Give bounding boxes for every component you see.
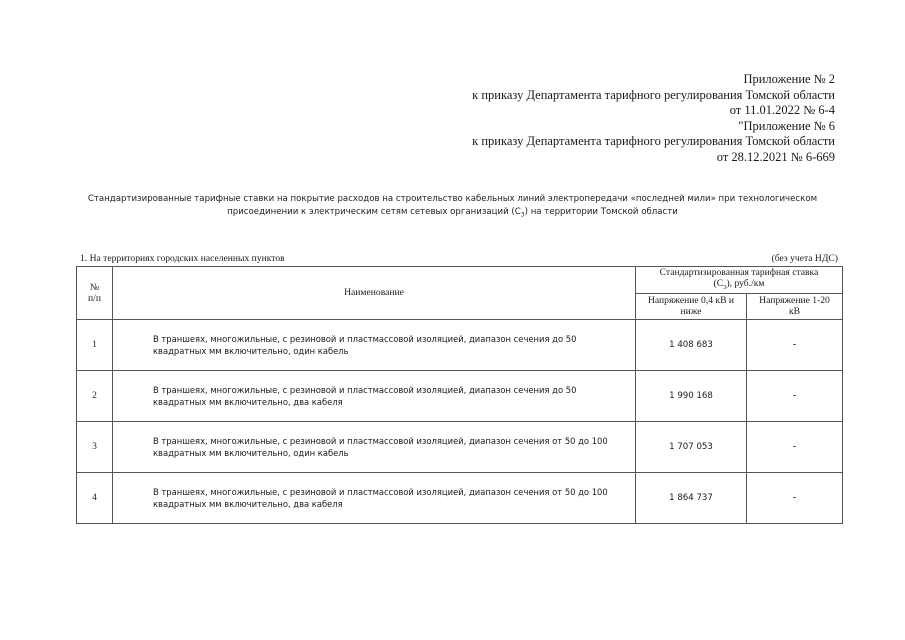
header-voltage-low-label: ниже (680, 306, 702, 318)
title-text: ) на территории Томской области (524, 207, 678, 217)
appendix-header (472, 72, 835, 165)
header-voltage-low (636, 293, 747, 319)
header-voltage-high-label: Напряжение 1-20 (759, 295, 830, 307)
row-number: 1 (77, 319, 113, 370)
tariff-table (76, 266, 843, 524)
header-line: к приказу Департамента тарифного регулирования Томской области (472, 87, 835, 102)
header-line: Приложение № 2 (743, 72, 835, 86)
section-heading (80, 253, 838, 264)
header-number (77, 267, 113, 320)
header-line: "Приложение № 6 (738, 118, 835, 133)
header-line: к приказу Департамента тарифного регулирования Томской области (472, 134, 835, 148)
header-rate-label: (С (713, 278, 724, 289)
row-rate-low: 1 408 683 (636, 319, 747, 370)
row-name: В траншеях, многожильные, с резиновой и пластмассовой изоляцией, диапазон сечения до 50 квадратных мм включительно, два кабеля (113, 370, 636, 421)
row-rate-high: - (747, 370, 843, 421)
table-row (77, 472, 843, 523)
section-label: 1. На территориях городских населенных пунктов (80, 253, 285, 264)
header-line: от 11.01.2022 № 6-4 (729, 103, 835, 117)
table-row (77, 370, 843, 421)
title-text: присоединении к электрическим сетям сетевых организаций (С (227, 207, 521, 217)
title-line-1: Стандартизированные тарифные ставки на покрытие расходов на строительство кабельных линий электропередачи «последней мили» при технологическом (87, 194, 818, 204)
header-voltage-high (747, 293, 843, 319)
header-number-label: п/п (88, 292, 101, 304)
header-rate-subscript: 3 (723, 283, 727, 291)
header-line: от 28.12.2021 № 6-669 (716, 149, 835, 164)
document-title (80, 193, 825, 222)
row-name: В траншеях, многожильные, с резиновой и пластмассовой изоляцией, диапазон сечения от 50 до 100 квадратных мм включительно, один кабель (113, 421, 636, 472)
header-voltage-high-label: кВ (788, 306, 801, 318)
header-rate (636, 267, 843, 294)
row-number: 2 (77, 370, 113, 421)
row-rate-low: 1 990 168 (636, 370, 747, 421)
vat-note: (без учета НДС) (771, 253, 838, 264)
header-voltage-low-label: Напряжение 0,4 кВ и (647, 295, 735, 307)
row-name: В траншеях, многожильные, с резиновой и пластмассовой изоляцией, диапазон сечения до 50 квадратных мм включительно, один кабель (113, 319, 636, 370)
row-rate-high: - (747, 319, 843, 370)
table-row (77, 421, 843, 472)
title-subscript: 3 (520, 211, 525, 219)
title-line-2 (80, 206, 825, 222)
row-rate-high: - (747, 421, 843, 472)
header-rate-label: Стандартизированная тарифная ставка (659, 267, 819, 278)
header-number-label: № (89, 281, 100, 293)
row-name: В траншеях, многожильные, с резиновой и пластмассовой изоляцией, диапазон сечения от 50 до 100 квадратных мм включительно, два кабеля (113, 472, 636, 523)
row-number: 4 (77, 472, 113, 523)
header-name: Наименование (113, 267, 636, 320)
header-rate-label: ), руб./км (726, 278, 765, 289)
row-rate-low: 1 864 737 (636, 472, 747, 523)
row-number: 3 (77, 421, 113, 472)
row-rate-low: 1 707 053 (636, 421, 747, 472)
row-rate-high: - (747, 472, 843, 523)
table-row (77, 319, 843, 370)
